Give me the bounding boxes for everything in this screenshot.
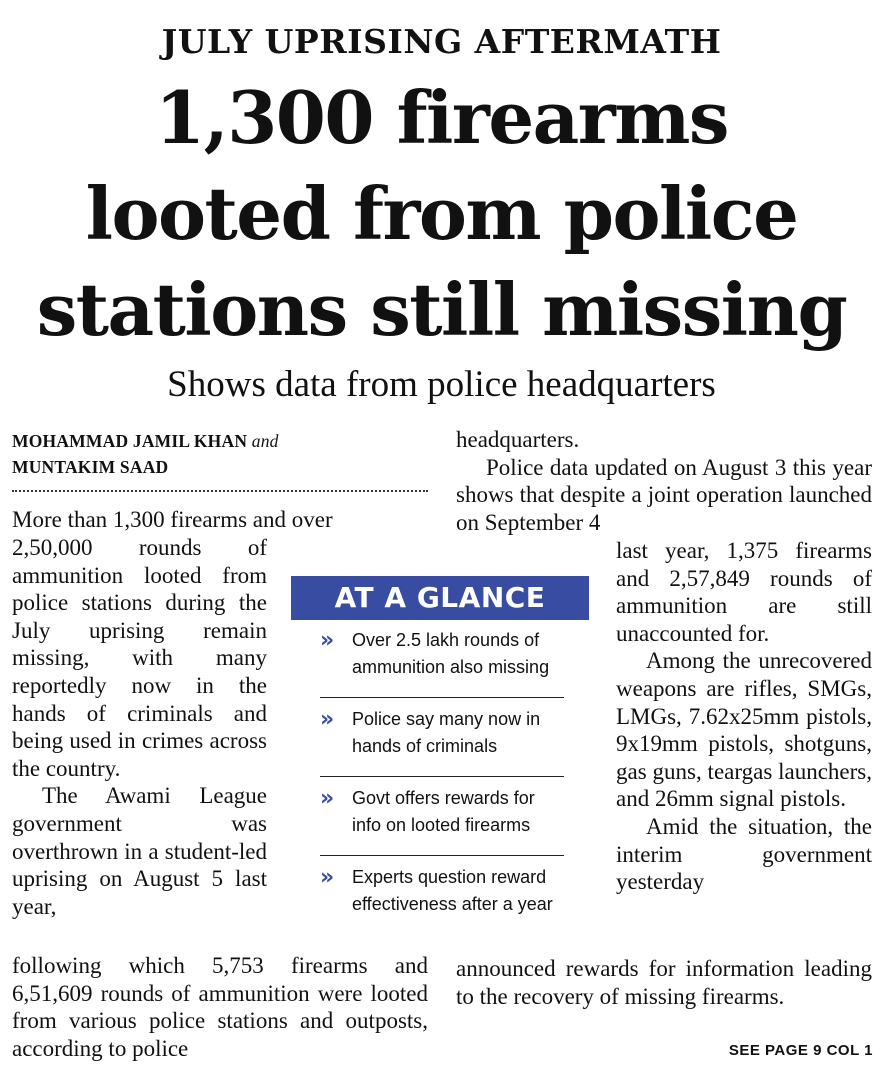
glance-item: ›› Govt offers rewards for info on looted firearms bbox=[320, 783, 564, 856]
body-col1-narrow bbox=[12, 534, 267, 920]
body-p5-narrow: Amid the situation, the interim government yesterday bbox=[616, 813, 872, 895]
byline-divider bbox=[12, 490, 428, 492]
glance-item: ›› Police say many now in hands of criminals bbox=[320, 704, 564, 777]
at-a-glance-title: AT A GLANCE bbox=[291, 576, 589, 620]
author-2: MUNTAKIM SAAD bbox=[12, 457, 169, 477]
byline bbox=[12, 428, 432, 480]
body-p1-full: More than 1,300 firearms and over bbox=[12, 507, 333, 532]
headline bbox=[0, 70, 883, 358]
body-p5-full: announced rewards for information leading to the recovery of missing firearms. bbox=[456, 956, 872, 1009]
body-p3-full: Police data updated on August 3 this year shows that despite a joint operation launched on September 4 bbox=[456, 454, 872, 535]
body-col2-narrow bbox=[616, 537, 872, 896]
body-p2-narrow: The Awami League government was overthrown in a student-led uprising on August 5 last year, bbox=[12, 783, 267, 919]
body-p1-narrow: 2,50,000 rounds of ammunition looted from police stations during the July uprising remain missing, with many reportedly now in the hands of criminals and being used in crimes across the country. bbox=[12, 535, 267, 781]
body-c2-top: headquarters. bbox=[456, 427, 580, 452]
at-a-glance-list bbox=[320, 625, 564, 940]
headline-line-3: stations still missing bbox=[36, 267, 847, 352]
kicker: JULY UPRISING AFTERMATH bbox=[161, 22, 722, 61]
body-p2-full: following which 5,753 firearms and 6,51,609 rounds of ammunition were looted from various police stations and outposts, according to police bbox=[12, 953, 428, 1061]
body-p4-narrow: Among the unrecovered weapons are rifles, SMGs, LMGs, 7.62x25mm pistols, 9x19mm pistols, shotguns, gas guns, teargas launchers, and 26mm signal pistols. bbox=[616, 648, 872, 812]
body-p3-narrow: last year, 1,375 firearms and 2,57,849 rounds of ammunition are still unaccounted for. bbox=[616, 538, 872, 646]
headline-line-2: looted from police bbox=[85, 171, 798, 256]
double-chevron-icon: ›› bbox=[320, 865, 331, 890]
double-chevron-icon: ›› bbox=[320, 707, 331, 732]
body-col2-top bbox=[456, 426, 872, 536]
double-chevron-icon: ›› bbox=[320, 628, 331, 653]
glance-item: ›› Over 2.5 lakh rounds of ammunition also missing bbox=[320, 625, 564, 698]
headline-line-1: 1,300 firearms bbox=[155, 75, 728, 160]
byline-conjunction: and bbox=[251, 431, 279, 451]
jump-line[interactable]: SEE PAGE 9 COL 1 bbox=[728, 1042, 873, 1059]
double-chevron-icon: ›› bbox=[320, 786, 331, 811]
glance-item: ›› Experts question reward effectiveness after a year bbox=[320, 865, 553, 914]
author-1: MOHAMMAD JAMIL KHAN bbox=[12, 431, 248, 451]
deck: Shows data from police headquarters bbox=[167, 364, 716, 405]
